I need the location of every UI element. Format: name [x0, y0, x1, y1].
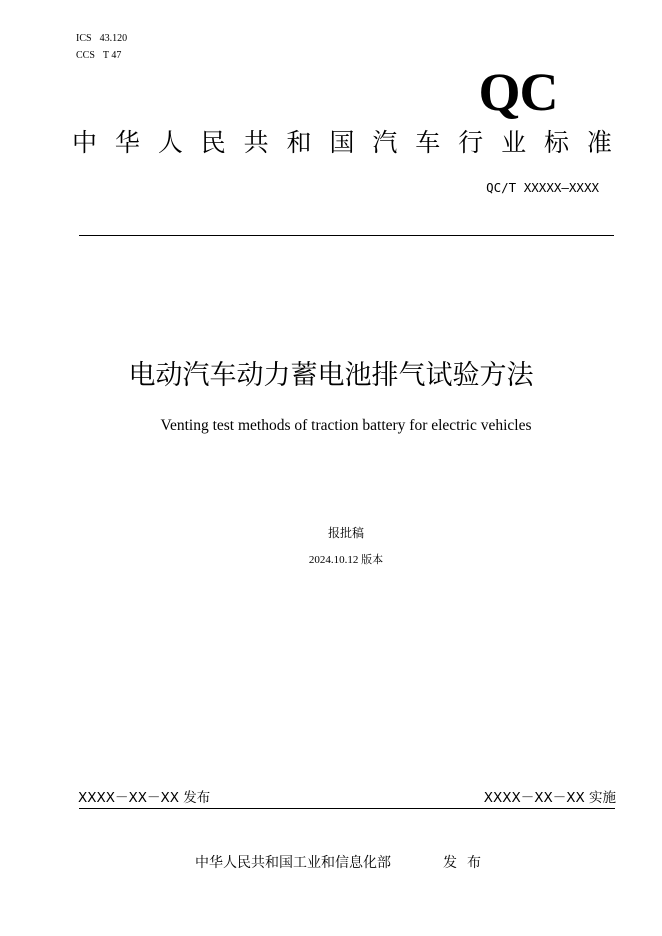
- standard-name-char: 中: [72, 128, 98, 157]
- qc-logo: QC: [478, 62, 558, 122]
- ics-value: 43.120: [99, 33, 128, 44]
- standard-name-char: 共: [243, 128, 269, 157]
- standard-name-char: 标: [543, 128, 569, 157]
- standard-name-char: 行: [458, 128, 484, 157]
- draft-version: 2024.10.12 版本: [308, 554, 384, 566]
- standard-category-name: [72, 126, 612, 160]
- standard-name-char: 国: [329, 128, 355, 157]
- ics-code-line: [76, 33, 127, 45]
- standard-name-char: 和: [286, 128, 312, 157]
- publish-date: XXXX－XX－XX 发布: [78, 790, 211, 806]
- document-title-chinese: 电动汽车动力蓄电池排气试验方法: [128, 360, 534, 391]
- standard-name-char: 业: [501, 128, 527, 157]
- ccs-code-line: [76, 50, 121, 62]
- issue-label: 发布: [443, 855, 491, 871]
- ics-label: ICS: [76, 33, 92, 44]
- standard-name-char: 准: [586, 128, 612, 157]
- standard-name-char: 民: [200, 128, 226, 157]
- header-divider: [79, 235, 614, 236]
- standard-name-char: 华: [114, 128, 140, 157]
- implement-date: XXXX－XX－XX 实施: [483, 790, 616, 806]
- footer-divider: [79, 808, 615, 809]
- ccs-value: T 47: [102, 50, 122, 61]
- standard-name-char: 车: [415, 128, 441, 157]
- issuing-authority: 中华人民共和国工业和信息化部: [195, 855, 391, 871]
- standard-code: QC/T XXXXX—XXXX: [486, 180, 599, 195]
- draft-status: 报批稿: [327, 526, 364, 540]
- document-title-english: Venting test methods of traction battery for electric vehicles: [160, 417, 532, 434]
- standard-name-char: 人: [157, 128, 183, 157]
- standard-name-char: 汽: [372, 128, 398, 157]
- ccs-label: CCS: [76, 50, 95, 61]
